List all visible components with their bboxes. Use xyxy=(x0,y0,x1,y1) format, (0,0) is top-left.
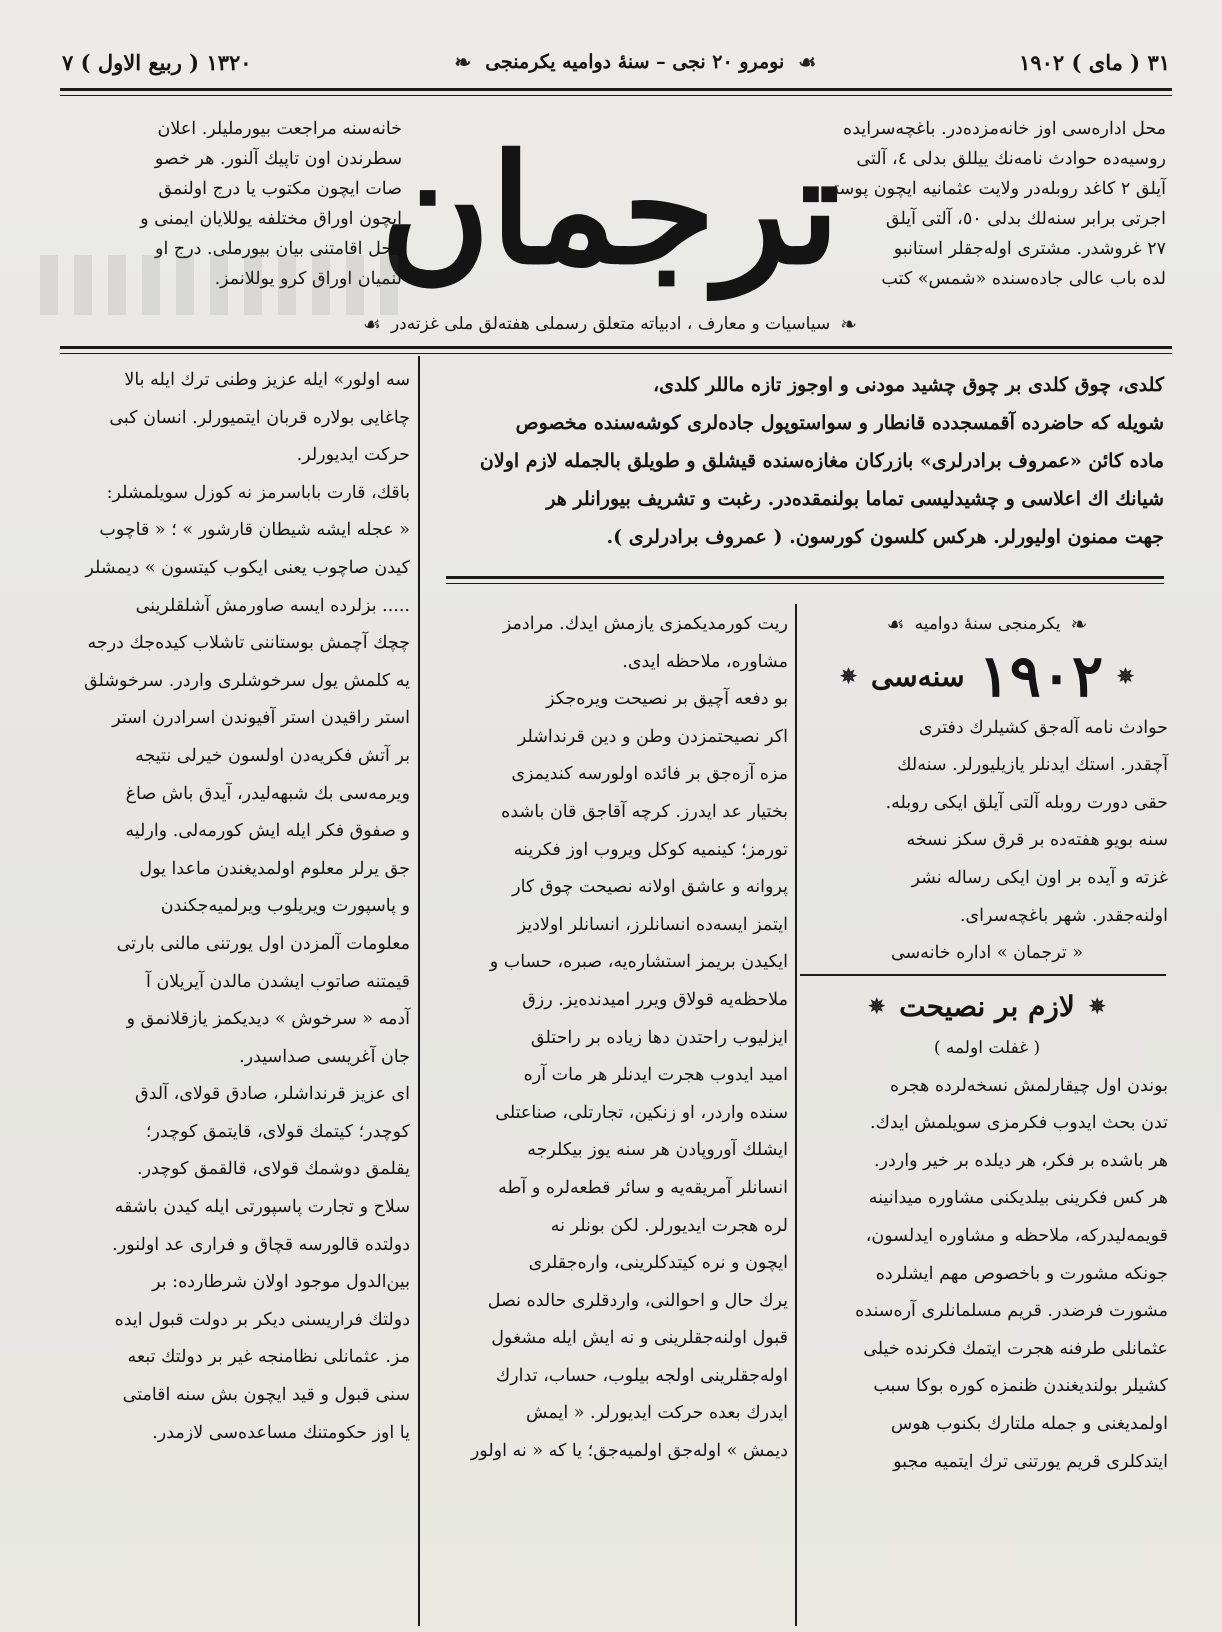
text-line: بو دفعه آچیق بر نصیحت ویره‌جکز xyxy=(546,689,788,710)
text-line: سنی قبول و قید ایچون بش سنه اقامتی xyxy=(122,1385,410,1406)
publisher-info xyxy=(800,114,1166,294)
text-line: دیمش » اوله‌جق اولمیه‌جق؛ یا که « نه اولور xyxy=(470,1441,788,1462)
text-line: سنه بویو هفته‌ده بر قرق سکز نسخه xyxy=(906,830,1168,851)
issue-line: نومرو ۲۰ نجی – سنهٔ دوامیه یکرمنجی xyxy=(485,51,785,73)
text-line: یه کلمش یول سرخوشلری واردر. سرخوشلق xyxy=(83,670,410,691)
text-line: مز. عثمانلی نظامنجه غیر بر دولتك تبعه xyxy=(127,1347,410,1368)
paper-smudge xyxy=(40,255,400,315)
ornament-icon: ✵ xyxy=(840,663,857,688)
ornament-icon: ☙ xyxy=(363,312,381,336)
info-line: سطرندن اون تاپیك آلنور. هر خصو xyxy=(154,149,402,169)
text-line: جق یرلر معلوم اولمدیغندن ماعدا یول xyxy=(139,858,410,879)
info-line: ایچون اوراق مختلفه یوللایان ایمنی و xyxy=(140,209,402,229)
text-line: مشورت فرضدر. قریم مسلمانلری آره‌سنده xyxy=(855,1301,1168,1322)
text-line: ریت کورمدیکمزی یازمش ایدك. مرادمز xyxy=(502,614,788,634)
text-line: سنده واردر، او زنکین، تجارتلی، صناعتلی xyxy=(495,1102,788,1123)
text-line: حرکت ایدیورلر. xyxy=(296,445,410,466)
text-line: استر راقیدن استر آفیوندن اسرادرن استر xyxy=(112,708,410,729)
advice-column xyxy=(806,984,1168,1481)
text-line: یرك حال و احوالنی، واردقلری حالده نصل xyxy=(487,1290,788,1311)
text-line: امید ایدوب هجرت ایدنلر هر مات آره xyxy=(523,1065,788,1086)
info-line: صات ایچون مکتوب یا درج اولنمق xyxy=(158,179,402,199)
announcement-year: ۱۹۰۲ xyxy=(978,641,1104,710)
announcement-signature: « ترجمان » اداره خانه‌سی xyxy=(890,943,1084,964)
ornament-icon: ☙ xyxy=(886,612,905,636)
text-line: دولتك فراریسنی دیکر بر دولت قبول ایده xyxy=(114,1309,410,1330)
text-line: دولتده قالورسه قچاق و فراری عد اولنور. xyxy=(112,1234,410,1255)
text-line: قیمتنه صاتوب ایشدن مالدن آیریلان آ xyxy=(146,971,410,992)
info-line: لده باب عالی جاده‌سنده «شمس» کتب xyxy=(881,269,1166,289)
masthead-title: ترجمان xyxy=(380,122,840,298)
text-line: ای عزیز قرنداشلر، صادق قولای، آلدق xyxy=(135,1084,410,1105)
text-line: ملاحظه‌یه قولاق ویرر امیدنده‌یز. رزق xyxy=(522,989,788,1010)
left-column xyxy=(56,362,410,1452)
ornament-icon: ✵ xyxy=(1117,663,1134,688)
text-line: تدن بحث ایدوب فکرمزی سویلمش ایدك. xyxy=(869,1113,1168,1134)
text-line: تورمز؛ کینمیه کوکل ویروب اوز فکرینه xyxy=(513,839,788,860)
gregorian-date: ۱۹۰۲ ( مای ) ۳۱ xyxy=(1019,49,1170,75)
info-line: اجرتی برابر سنه‌لك بدلی ٥٠، آلتی آیلق xyxy=(885,209,1166,229)
text-line: چاغایی بولاره قربان ایتمیورلر. انسان کبی xyxy=(109,407,410,428)
text-line: ویرمه‌سی بك شبهه‌لیدر، آیدق باش صاغ xyxy=(125,783,410,804)
issue-line-wrap xyxy=(454,50,816,74)
column-divider xyxy=(795,604,797,1626)
text-line: قبول اولنه‌جقلرینی و نه ایش ایله مشغول xyxy=(491,1328,788,1349)
text-line: ایشلك آوروپادن هر سنه یوز بیکلرجه xyxy=(527,1140,788,1161)
text-line: قویمه‌لیدرکه، ملاحظه و مشاوره ایدلسون، xyxy=(865,1225,1168,1246)
ad-bottom-rule xyxy=(446,576,1164,584)
subtitle-line xyxy=(300,308,920,340)
text-line: یا اوز حکومتنك مساعده‌سی لازمدر. xyxy=(152,1422,410,1443)
text-line: جان آغریسی صداسیدر. xyxy=(239,1046,410,1067)
text-line: پروانه و عاشق اولانه نصیحت چوق کار xyxy=(512,877,788,898)
text-line: باقك، قارت باباسرمز نه کوزل سویلمشلر: xyxy=(106,482,410,503)
text-line: معلومات آلمزدن اول یورتنی مالنی بارتی xyxy=(116,933,410,954)
text-line: بوندن اول چیقارلمش نسخه‌لرده هجره xyxy=(889,1075,1168,1096)
text-line: « عجله ایشه شیطان قارشور » ؛ « قاچوب xyxy=(99,520,410,541)
ad-line: ماده کائن «عمروف برادرلری» بازرکان مغازه‌سنده قیشلق و طویلق بالجمله لازم اولان xyxy=(479,450,1164,472)
info-line: ۲۷ غروشدر. مشتری اوله‌جقلر استانبو xyxy=(893,239,1166,259)
text-line: لره هجرت ایدیورلر. لکن بونلر نه xyxy=(550,1215,788,1236)
advertisement xyxy=(444,366,1164,556)
text-line: ایزلیوب راحتدن دها زیاده بر راحتلق xyxy=(530,1027,788,1048)
text-line: ایتمز ایسه‌ده انسانلرز، انسانلر اولادیز xyxy=(517,914,788,935)
text-line: ایدرك بعده حرکت ایدیورلر. « ایمش xyxy=(526,1403,788,1424)
text-line: بین‌الدول موجود اولان شرطارده: بر xyxy=(152,1272,410,1293)
info-line: محل اداره‌سی اوز خانه‌مزده‌در. باغچه‌سرایده xyxy=(843,119,1166,139)
info-line: خانه‌سنه مراجعت بیورملیلر. اعلان xyxy=(157,119,402,139)
text-line: هر باشده بر فکر، هر دیلده بر خیر واردر. xyxy=(873,1150,1168,1171)
ornament-icon: ☙ xyxy=(798,50,817,74)
text-line: ایچون و نره کیتدکلرینی، واره‌جقلری xyxy=(528,1253,788,1274)
text-line: سلاح و تجارت پاسپورتی ایله کیدن باشقه xyxy=(114,1197,410,1218)
text-line: کشیلر بولندیغندن ظنمزه کوره بوکا سبب xyxy=(873,1376,1168,1397)
text-line: یقلمق دوشمك قولای، قالقمق کوچدر. xyxy=(137,1159,410,1180)
text-line: چچك آچمش بوستاننی تاشلاب کیده‌جك درجه xyxy=(87,633,410,654)
text-line: کوچدر؛ کیتمك قولای، قایتمق کوچدر؛ xyxy=(145,1121,410,1142)
advice-heading: لازم بر نصیحت xyxy=(899,990,1075,1024)
announcement-year-label: سنه‌سی xyxy=(870,659,965,693)
ad-line: کلدی، چوق کلدی بر چوق چشید مودنی و اوجوز تازه ماللر کلدی، xyxy=(652,374,1164,396)
text-line: سه اولور» ایله عزیز وطنی ترك ایله بالا xyxy=(124,370,410,390)
hijri-date: ۷ ( ربیع الاول ) ۱۳۲۰ xyxy=(62,49,252,75)
ad-line: شیانك اك اعلاسی و چشیدلیسی تماما بولنمقده‌در. رغبت و تشریف بیورانلر هر xyxy=(546,488,1164,510)
ad-line: شویله که حاضرده آقمسجدده قانطار و سواستوپول جاده‌لری کوشه‌سنده مخصوص xyxy=(515,412,1164,434)
text-line: و صفوق فکر ایله ایش کورمه‌لی. وارلیه xyxy=(125,821,410,842)
text-line: کیدن صاچوب یعنی ایکوب کیتسون » دیمشلر xyxy=(85,557,410,578)
ornament-icon: ✵ xyxy=(1088,994,1106,1019)
text-line: حوادث نامه آله‌جق کشیلرك دفتری xyxy=(918,717,1168,738)
text-line: بر آتش فکریه‌دن اولسون خیرلی نتیجه xyxy=(135,745,410,766)
text-line: هر کس فکرینی بیلدیکنی مشاوره میدانینه xyxy=(868,1188,1168,1209)
info-line: لنمیان اوراق کرو یوللانمز. xyxy=(214,269,402,289)
ornament-icon: ❧ xyxy=(1070,612,1088,636)
text-line: بختیار عد ایدرز. کرچه آقاجق قان باشده xyxy=(501,801,788,822)
text-line: انسانلر آمریقه‌یه و سائر قطعه‌لره و آطه xyxy=(498,1177,788,1198)
text-line: جونکه مشورت و باخصوص مهم ایشلرده xyxy=(875,1263,1168,1284)
announcement-column xyxy=(806,606,1168,973)
info-line: آیلق ۲ کاغد روبله‌در ولایت عثمانیه ایچون پوسته xyxy=(824,179,1166,199)
ornament-icon: ✵ xyxy=(868,994,886,1019)
ornament-icon: ❧ xyxy=(454,50,472,74)
text-line: حقی دورت روبله آلتی آیلق ایکی روبله. xyxy=(885,792,1168,813)
dateline xyxy=(62,40,1170,84)
text-line: اکر نصیحتمزدن وطن و دین قرنداشلر xyxy=(517,726,788,747)
ad-line: جهت ممنون اولیورلر. هرکس کلسون کورسون. ( عمروف برادرلری ). xyxy=(606,526,1164,548)
top-rule xyxy=(60,88,1172,96)
text-line: اولنه‌جقدر. شهر باغچه‌سرای. xyxy=(959,905,1168,926)
text-line: آچقدر. استك ایدنلر یازیلیورلر. سنه‌لك xyxy=(897,755,1168,776)
section-rule xyxy=(800,974,1166,976)
text-line: عثمانلی طرفنه هجرت ایتمك فکرنده خیلی xyxy=(863,1338,1168,1359)
middle-column xyxy=(428,606,788,1471)
info-line: محل اقامتنی بیان بیورملی. درج او xyxy=(155,239,402,259)
info-line: روسیه‌ده حوادث نامه‌نك ییللق بدلی ٤، آلتی xyxy=(856,149,1166,169)
text-line: ..... بزلرده ایسه صاورمش آشلقلرینی xyxy=(135,595,410,616)
text-line: ایتدکلری قریم یورتنی ترك ایتمیه مجبو xyxy=(893,1451,1168,1472)
ornament-icon: ❧ xyxy=(840,312,857,336)
text-line: مشاوره، ملاحظه ایدی. xyxy=(622,651,788,672)
announcement-kicker: یکرمنجی سنهٔ دوامیه xyxy=(914,614,1061,634)
advice-heading-row xyxy=(806,984,1168,1030)
column-divider xyxy=(418,356,420,1626)
announcement-kicker-row xyxy=(806,606,1168,644)
text-line: و پاسپورت ویریلوب ویرلمیه‌جکندن xyxy=(160,896,410,917)
text-line: اوله‌جقلرینی اولجه بیلوب، حساب، تدارك xyxy=(495,1365,788,1386)
subtitle: سیاسیات و معارف ، ادبیاته متعلق رسملی هفته‌لق ملی غزته‌در xyxy=(390,314,831,334)
advice-subheading: ( غفلت اولمه ) xyxy=(933,1038,1041,1058)
masthead-bottom-rule xyxy=(60,346,1172,354)
text-line: ایکیدن بریمز استشاره‌یه، صبره، حساب و xyxy=(489,952,788,973)
announcement-year-row xyxy=(806,641,1168,710)
text-line: غزته و آیده بر اون ایکی رساله نشر xyxy=(911,867,1168,888)
text-line: آدمه « سرخوش » دیدیکمز یازقلانمق و xyxy=(126,1009,410,1030)
text-line: مزه آزه‌جق بر فائده اولورسه کندیمزی xyxy=(511,764,788,785)
text-line: اولمدیغنی و جمله ملتارك بکنوب هوس xyxy=(890,1413,1168,1434)
